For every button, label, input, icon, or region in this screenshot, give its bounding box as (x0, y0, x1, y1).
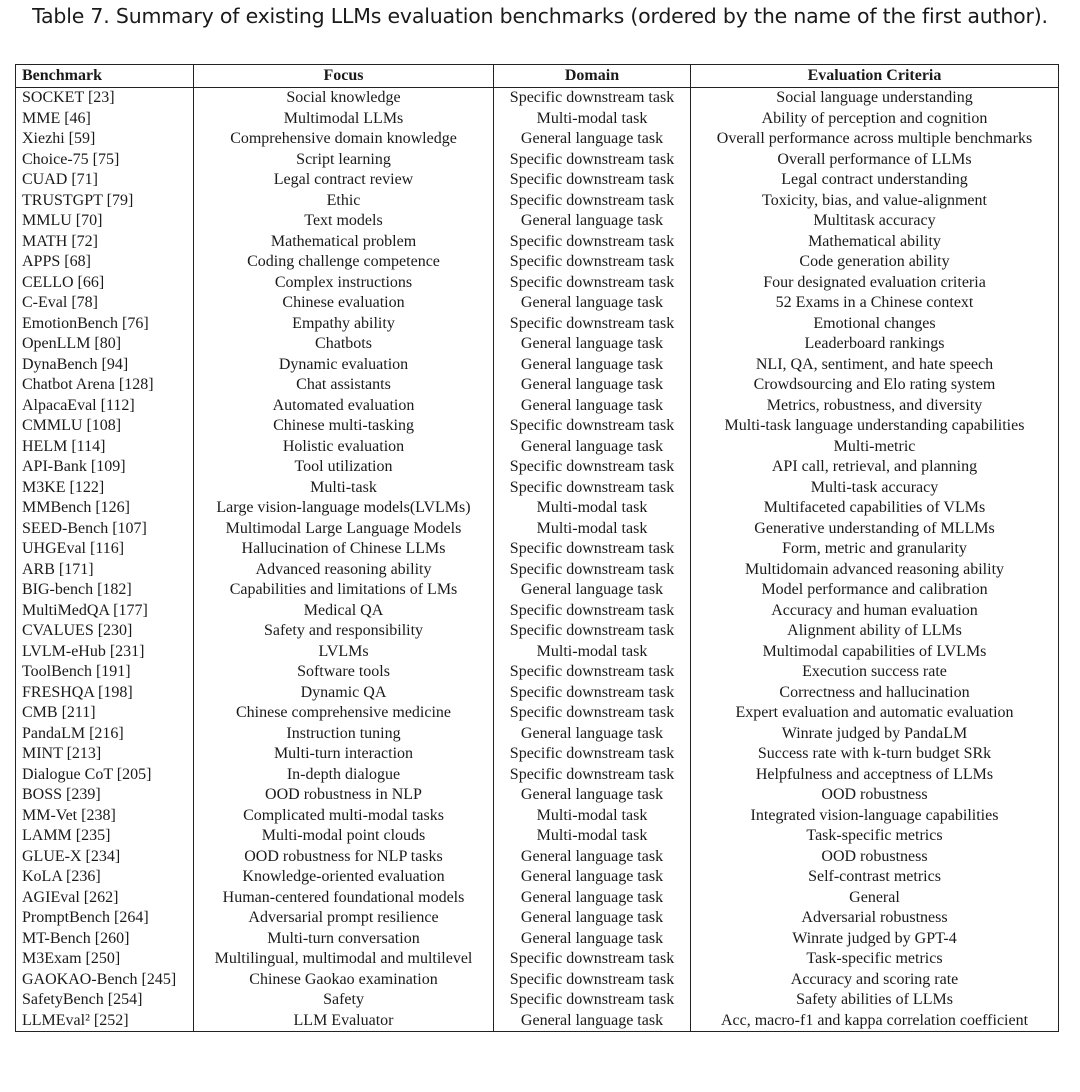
criteria-cell: Task-specific metrics (691, 826, 1059, 847)
focus-cell: Adversarial prompt resilience (194, 908, 494, 929)
benchmark-cell: DynaBench [94] (16, 355, 194, 376)
table-row (16, 621, 1059, 642)
table-row (16, 334, 1059, 355)
table-row (16, 88, 1059, 109)
benchmark-cell: MMBench [126] (16, 498, 194, 519)
focus-cell: Script learning (194, 150, 494, 171)
criteria-cell: Overall performance across multiple benchmarks (691, 129, 1059, 150)
criteria-cell: NLI, QA, sentiment, and hate speech (691, 355, 1059, 376)
criteria-cell: Multitask accuracy (691, 211, 1059, 232)
table-row (16, 150, 1059, 171)
criteria-cell: OOD robustness (691, 785, 1059, 806)
table-row (16, 785, 1059, 806)
domain-cell: Specific downstream task (494, 744, 691, 765)
benchmark-cell: MT-Bench [260] (16, 929, 194, 950)
table-row (16, 765, 1059, 786)
focus-cell: Dynamic QA (194, 683, 494, 704)
focus-cell: OOD robustness in NLP (194, 785, 494, 806)
benchmark-cell: MMLU [70] (16, 211, 194, 232)
domain-cell: Specific downstream task (494, 191, 691, 212)
domain-cell: Multi-modal task (494, 519, 691, 540)
domain-cell: Specific downstream task (494, 539, 691, 560)
benchmark-cell: PromptBench [264] (16, 908, 194, 929)
domain-cell: Specific downstream task (494, 170, 691, 191)
benchmark-cell: BOSS [239] (16, 785, 194, 806)
benchmark-cell: LVLM-eHub [231] (16, 642, 194, 663)
benchmark-cell: Choice-75 [75] (16, 150, 194, 171)
criteria-cell: Overall performance of LLMs (691, 150, 1059, 171)
domain-cell: Multi-modal task (494, 498, 691, 519)
table-row (16, 416, 1059, 437)
benchmark-cell: AGIEval [262] (16, 888, 194, 909)
focus-cell: Social knowledge (194, 88, 494, 109)
benchmark-cell: CMB [211] (16, 703, 194, 724)
focus-cell: Mathematical problem (194, 232, 494, 253)
criteria-cell: Multidomain advanced reasoning ability (691, 560, 1059, 581)
criteria-cell: Ability of perception and cognition (691, 109, 1059, 130)
table-row (16, 683, 1059, 704)
criteria-cell: Multi-metric (691, 437, 1059, 458)
domain-cell: Multi-modal task (494, 109, 691, 130)
focus-cell: Safety and responsibility (194, 621, 494, 642)
domain-cell: General language task (494, 888, 691, 909)
table-row (16, 888, 1059, 909)
domain-cell: General language task (494, 847, 691, 868)
domain-cell: Specific downstream task (494, 601, 691, 622)
domain-cell: Specific downstream task (494, 150, 691, 171)
domain-cell: Specific downstream task (494, 970, 691, 991)
domain-cell: General language task (494, 211, 691, 232)
header-focus: Focus (194, 65, 494, 88)
criteria-cell: Correctness and hallucination (691, 683, 1059, 704)
domain-cell: Multi-modal task (494, 642, 691, 663)
domain-cell: Specific downstream task (494, 252, 691, 273)
table-row (16, 949, 1059, 970)
domain-cell: General language task (494, 396, 691, 417)
benchmark-cell: MultiMedQA [177] (16, 601, 194, 622)
domain-cell: General language task (494, 724, 691, 745)
benchmark-cell: Xiezhi [59] (16, 129, 194, 150)
benchmark-cell: GAOKAO-Bench [245] (16, 970, 194, 991)
benchmark-cell: TRUSTGPT [79] (16, 191, 194, 212)
focus-cell: Coding challenge competence (194, 252, 494, 273)
criteria-cell: Alignment ability of LLMs (691, 621, 1059, 642)
benchmark-cell: GLUE-X [234] (16, 847, 194, 868)
table-row (16, 990, 1059, 1011)
benchmark-cell: M3KE [122] (16, 478, 194, 499)
domain-cell: Specific downstream task (494, 232, 691, 253)
focus-cell: Software tools (194, 662, 494, 683)
table-row (16, 806, 1059, 827)
benchmark-cell: SEED-Bench [107] (16, 519, 194, 540)
table-row (16, 560, 1059, 581)
table-row (16, 929, 1059, 950)
domain-cell: General language task (494, 355, 691, 376)
table-row (16, 437, 1059, 458)
domain-cell: Specific downstream task (494, 88, 691, 109)
focus-cell: Tool utilization (194, 457, 494, 478)
criteria-cell: Code generation ability (691, 252, 1059, 273)
focus-cell: In-depth dialogue (194, 765, 494, 786)
benchmark-cell: LAMM [235] (16, 826, 194, 847)
criteria-cell: Metrics, robustness, and diversity (691, 396, 1059, 417)
table-row (16, 498, 1059, 519)
criteria-cell: Expert evaluation and automatic evaluation (691, 703, 1059, 724)
benchmark-cell: CELLO [66] (16, 273, 194, 294)
table-header-row (16, 65, 1059, 88)
focus-cell: Chinese comprehensive medicine (194, 703, 494, 724)
focus-cell: Multi-turn conversation (194, 929, 494, 950)
table-row (16, 273, 1059, 294)
focus-cell: Chat assistants (194, 375, 494, 396)
table-row (16, 642, 1059, 663)
benchmark-cell: CUAD [71] (16, 170, 194, 191)
table-row (16, 519, 1059, 540)
domain-cell: Specific downstream task (494, 683, 691, 704)
criteria-cell: Self-contrast metrics (691, 867, 1059, 888)
criteria-cell: API call, retrieval, and planning (691, 457, 1059, 478)
benchmark-cell: FRESHQA [198] (16, 683, 194, 704)
criteria-cell: Leaderboard rankings (691, 334, 1059, 355)
domain-cell: General language task (494, 867, 691, 888)
benchmark-cell: EmotionBench [76] (16, 314, 194, 335)
criteria-cell: Social language understanding (691, 88, 1059, 109)
criteria-cell: Emotional changes (691, 314, 1059, 335)
table-row (16, 826, 1059, 847)
table-row (16, 211, 1059, 232)
focus-cell: Multi-turn interaction (194, 744, 494, 765)
table-row (16, 1011, 1059, 1032)
benchmark-cell: MATH [72] (16, 232, 194, 253)
criteria-cell: Toxicity, bias, and value-alignment (691, 191, 1059, 212)
criteria-cell: 52 Exams in a Chinese context (691, 293, 1059, 314)
criteria-cell: Accuracy and scoring rate (691, 970, 1059, 991)
table-row (16, 252, 1059, 273)
table-row (16, 724, 1059, 745)
table-row (16, 478, 1059, 499)
table-row (16, 744, 1059, 765)
benchmark-cell: BIG-bench [182] (16, 580, 194, 601)
domain-cell: Specific downstream task (494, 621, 691, 642)
benchmark-cell: CMMLU [108] (16, 416, 194, 437)
domain-cell: Specific downstream task (494, 416, 691, 437)
criteria-cell: Safety abilities of LLMs (691, 990, 1059, 1011)
criteria-cell: Multi-task accuracy (691, 478, 1059, 499)
benchmark-cell: LLMEval² [252] (16, 1011, 194, 1032)
domain-cell: Specific downstream task (494, 949, 691, 970)
domain-cell: General language task (494, 334, 691, 355)
benchmark-cell: M3Exam [250] (16, 949, 194, 970)
criteria-cell: Task-specific metrics (691, 949, 1059, 970)
focus-cell: Multimodal LLMs (194, 109, 494, 130)
table-row (16, 703, 1059, 724)
criteria-cell: Execution success rate (691, 662, 1059, 683)
table-row (16, 908, 1059, 929)
table-row (16, 970, 1059, 991)
domain-cell: Multi-modal task (494, 806, 691, 827)
domain-cell: General language task (494, 437, 691, 458)
focus-cell: Complicated multi-modal tasks (194, 806, 494, 827)
benchmark-cell: KoLA [236] (16, 867, 194, 888)
focus-cell: Multilingual, multimodal and multilevel (194, 949, 494, 970)
benchmark-cell: MME [46] (16, 109, 194, 130)
focus-cell: Large vision-language models(LVLMs) (194, 498, 494, 519)
criteria-cell: Acc, macro-f1 and kappa correlation coefficient (691, 1011, 1059, 1032)
domain-cell: General language task (494, 1011, 691, 1032)
focus-cell: Multi-task (194, 478, 494, 499)
focus-cell: Comprehensive domain knowledge (194, 129, 494, 150)
domain-cell: Specific downstream task (494, 273, 691, 294)
focus-cell: Medical QA (194, 601, 494, 622)
table-caption: Table 7. Summary of existing LLMs evaluation benchmarks (ordered by the name of the first author). (32, 4, 1048, 28)
domain-cell: Specific downstream task (494, 478, 691, 499)
benchmark-cell: SafetyBench [254] (16, 990, 194, 1011)
domain-cell: General language task (494, 293, 691, 314)
table-row (16, 867, 1059, 888)
focus-cell: Complex instructions (194, 273, 494, 294)
table-row (16, 539, 1059, 560)
domain-cell: Specific downstream task (494, 703, 691, 724)
focus-cell: Knowledge-oriented evaluation (194, 867, 494, 888)
table-row (16, 129, 1059, 150)
focus-cell: Chatbots (194, 334, 494, 355)
focus-cell: Text models (194, 211, 494, 232)
benchmark-cell: MINT [213] (16, 744, 194, 765)
focus-cell: Multi-modal point clouds (194, 826, 494, 847)
benchmark-cell: APPS [68] (16, 252, 194, 273)
benchmark-cell: CVALUES [230] (16, 621, 194, 642)
header-evaluation-criteria: Evaluation Criteria (691, 65, 1059, 88)
table-row (16, 314, 1059, 335)
benchmark-cell: SOCKET [23] (16, 88, 194, 109)
benchmark-cell: OpenLLM [80] (16, 334, 194, 355)
benchmark-cell: UHGEval [116] (16, 539, 194, 560)
benchmark-cell: PandaLM [216] (16, 724, 194, 745)
domain-cell: Specific downstream task (494, 457, 691, 478)
table-row (16, 580, 1059, 601)
criteria-cell: Model performance and calibration (691, 580, 1059, 601)
focus-cell: Hallucination of Chinese LLMs (194, 539, 494, 560)
benchmark-cell: MM-Vet [238] (16, 806, 194, 827)
criteria-cell: Generative understanding of MLLMs (691, 519, 1059, 540)
criteria-cell: OOD robustness (691, 847, 1059, 868)
criteria-cell: Mathematical ability (691, 232, 1059, 253)
benchmark-cell: C-Eval [78] (16, 293, 194, 314)
table-row (16, 457, 1059, 478)
focus-cell: OOD robustness for NLP tasks (194, 847, 494, 868)
criteria-cell: General (691, 888, 1059, 909)
criteria-cell: Multifaceted capabilities of VLMs (691, 498, 1059, 519)
domain-cell: General language task (494, 929, 691, 950)
benchmark-cell: ARB [171] (16, 560, 194, 581)
focus-cell: Legal contract review (194, 170, 494, 191)
focus-cell: LLM Evaluator (194, 1011, 494, 1032)
criteria-cell: Integrated vision-language capabilities (691, 806, 1059, 827)
header-benchmark: Benchmark (16, 65, 194, 88)
focus-cell: Dynamic evaluation (194, 355, 494, 376)
table-row (16, 396, 1059, 417)
benchmark-cell: AlpacaEval [112] (16, 396, 194, 417)
focus-cell: Advanced reasoning ability (194, 560, 494, 581)
criteria-cell: Helpfulness and acceptness of LLMs (691, 765, 1059, 786)
domain-cell: General language task (494, 375, 691, 396)
header-domain: Domain (494, 65, 691, 88)
domain-cell: Specific downstream task (494, 765, 691, 786)
criteria-cell: Multi-task language understanding capabilities (691, 416, 1059, 437)
focus-cell: Empathy ability (194, 314, 494, 335)
domain-cell: General language task (494, 785, 691, 806)
focus-cell: Multimodal Large Language Models (194, 519, 494, 540)
criteria-cell: Winrate judged by GPT-4 (691, 929, 1059, 950)
table-row (16, 232, 1059, 253)
criteria-cell: Legal contract understanding (691, 170, 1059, 191)
focus-cell: Capabilities and limitations of LMs (194, 580, 494, 601)
focus-cell: Human-centered foundational models (194, 888, 494, 909)
criteria-cell: Multimodal capabilities of LVLMs (691, 642, 1059, 663)
criteria-cell: Success rate with k-turn budget SRk (691, 744, 1059, 765)
criteria-cell: Form, metric and granularity (691, 539, 1059, 560)
domain-cell: Specific downstream task (494, 662, 691, 683)
domain-cell: General language task (494, 908, 691, 929)
focus-cell: Holistic evaluation (194, 437, 494, 458)
focus-cell: Chinese evaluation (194, 293, 494, 314)
focus-cell: Automated evaluation (194, 396, 494, 417)
domain-cell: General language task (494, 580, 691, 601)
focus-cell: Instruction tuning (194, 724, 494, 745)
focus-cell: LVLMs (194, 642, 494, 663)
domain-cell: General language task (494, 129, 691, 150)
focus-cell: Safety (194, 990, 494, 1011)
table-row (16, 170, 1059, 191)
table-row (16, 601, 1059, 622)
table-row (16, 847, 1059, 868)
table-row (16, 191, 1059, 212)
domain-cell: Specific downstream task (494, 990, 691, 1011)
focus-cell: Ethic (194, 191, 494, 212)
table-row (16, 293, 1059, 314)
criteria-cell: Crowdsourcing and Elo rating system (691, 375, 1059, 396)
table-row (16, 662, 1059, 683)
criteria-cell: Four designated evaluation criteria (691, 273, 1059, 294)
criteria-cell: Adversarial robustness (691, 908, 1059, 929)
focus-cell: Chinese Gaokao examination (194, 970, 494, 991)
domain-cell: Multi-modal task (494, 826, 691, 847)
criteria-cell: Winrate judged by PandaLM (691, 724, 1059, 745)
focus-cell: Chinese multi-tasking (194, 416, 494, 437)
benchmark-cell: Chatbot Arena [128] (16, 375, 194, 396)
benchmark-cell: Dialogue CoT [205] (16, 765, 194, 786)
table-row (16, 375, 1059, 396)
benchmark-cell: HELM [114] (16, 437, 194, 458)
table-row (16, 109, 1059, 130)
benchmark-cell: API-Bank [109] (16, 457, 194, 478)
benchmarks-table (15, 64, 1059, 1032)
criteria-cell: Accuracy and human evaluation (691, 601, 1059, 622)
benchmark-cell: ToolBench [191] (16, 662, 194, 683)
domain-cell: Specific downstream task (494, 314, 691, 335)
table-row (16, 355, 1059, 376)
domain-cell: Specific downstream task (494, 560, 691, 581)
